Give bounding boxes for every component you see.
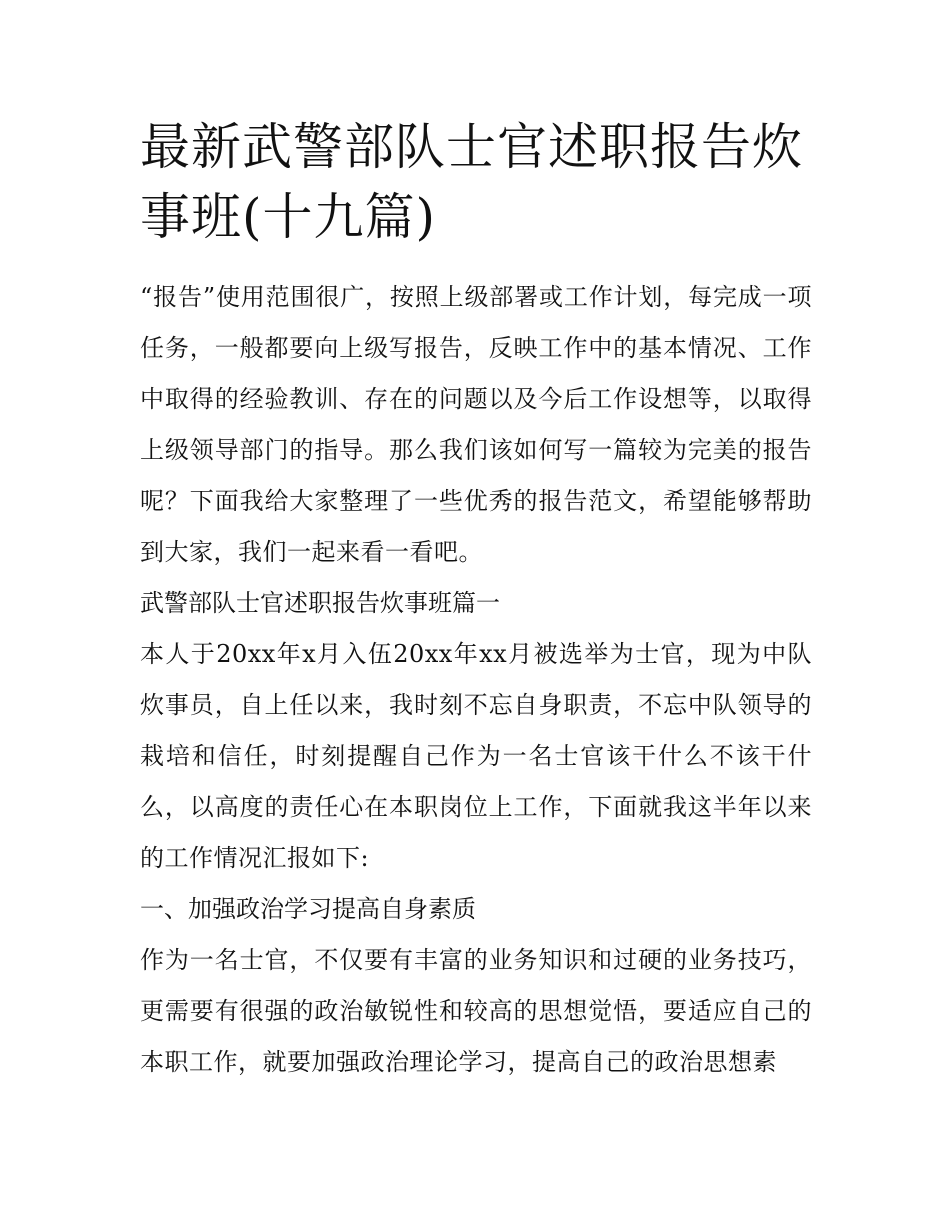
body-paragraph-2: 作为一名士官，不仅要有丰富的业务知识和过硬的业务技巧，更需要有很强的政治敏锐性和较高的思想觉悟，要适应自己的本职工作，就要加强政治理论学习，提高自己的政治思想素 bbox=[140, 946, 812, 1076]
intro-paragraph: “报告”使用范围很广，按照上级部署或工作计划，每完成一项任务，一般都要向上级写报告，反映工作中的基本情况、工作中取得的经验教训、存在的问题以及今后工作设想等，以取得上级领导部门的指导。那么我们该如何写一篇较为完美的报告呢？下面我给大家整理了一些优秀的报告范文，希望能够帮助到大家，我们一起来看一看吧。 bbox=[140, 283, 812, 566]
document-page bbox=[140, 112, 812, 1088]
subheading-1: 一、加强政治学习提高自身素质 bbox=[140, 895, 476, 923]
section-title: 武警部队士官述职报告炊事班篇一 bbox=[140, 589, 500, 617]
body-paragraph-1: 本人于20xx年x月入伍20xx年xx月被选举为士官，现为中队炊事员，自上任以来，我时刻不忘自身职责，不忘中队领导的栽培和信任，时刻提醒自己作为一名士官该干什么不该干什么，以高度的责任心在本职岗位上工作，下面就我这半年以来的工作情况汇报如下: bbox=[140, 640, 812, 872]
document-title: 最新武警部队士官述职报告炊事班(十九篇) bbox=[140, 118, 803, 246]
